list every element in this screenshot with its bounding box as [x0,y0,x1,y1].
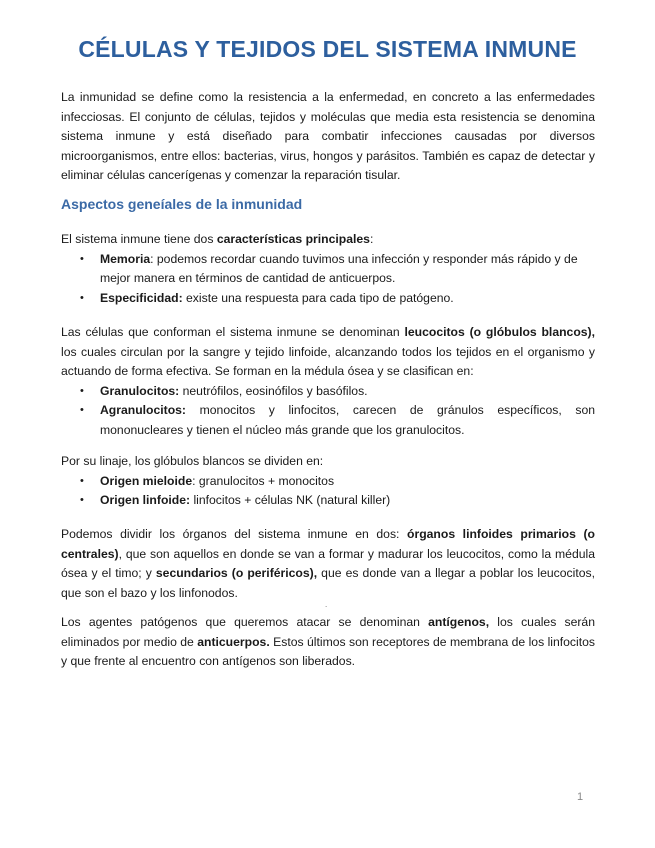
list-item-term: Especificidad: [100,290,183,305]
list-item-term: Memoria [100,251,151,266]
paragraph-text: , que son aquellos en donde se van a formar y madurar los leucocitos, como la médula ósea y el timo; y [61,546,595,580]
stray-mark: . [325,600,328,609]
list-item [61,382,595,402]
paragraph-text: que es donde van a llegar a poblar los leucocitos, que son el bazo y los linfonodos. [61,566,595,600]
list-item [61,472,595,492]
characteristics-section [61,230,595,308]
list-item-term: Agranulocitos: [100,403,186,417]
lineage-list [61,472,595,511]
bullet-icon: • [80,252,84,265]
bullet-icon: • [80,291,84,304]
bullet-icon: • [80,384,84,397]
paragraph-text: Las células que conforman el sistema inmune se denominan [61,325,405,339]
leukocytes-section [61,323,595,440]
intro-paragraph: La inmunidad se define como la resistencia a la enfermedad, en concreto a las enfermedades infecciosas. El conjunto de células, tejidos y moléculas que media esta resistencia se denomina sistema inmune y está diseñado para combatir infecciones causadas por diversos microorganismos, entre ellos: bacterias, virus, hongos y parásitos. También es capaz de detectar y eliminar células cancerígenas y comenzar la reparación tisular. [61,90,595,182]
bullet-icon: • [80,474,84,487]
leukocytes-list [61,382,595,441]
paragraph-text: los cuales serán eliminados por medio de [61,615,595,649]
paragraph-text: Los agentes patógenos que queremos atacar se denominan [61,615,429,629]
characteristics-lead [61,230,595,250]
list-item [61,289,595,309]
page-number: 1 [577,791,584,803]
paragraph-bold: leucocitos (o glóbulos blancos), [404,325,595,339]
list-item-term: Origen linfoide: [100,493,191,507]
list-item-term: Origen mieloide [100,473,193,488]
paragraph-bold: secundarios (o periféricos), [155,566,318,580]
antigens-paragraph [61,613,595,672]
paragraph-bold: antígenos, [428,615,490,629]
list-item [61,250,595,289]
paragraph-text: Podemos dividir los órganos del sistema inmune en dos: [61,527,408,541]
paragraph-text: Estos últimos son receptores de membrana de los linfocitos y que frente al encuentro con antígenos son liberados. [61,634,595,668]
leukocytes-paragraph [61,323,595,382]
lead-bold: características principales [216,232,370,246]
list-item-text: : granulocitos + monocitos [192,473,335,488]
section-heading: Aspectos geneíales de la inmunidad [61,196,303,212]
lead-text: El sistema inmune tiene dos [61,232,217,246]
paragraph-bold: órganos linfoides primarios (o centrales) [61,527,595,561]
list-item [61,401,595,440]
list-item-text: : podemos recordar cuando tuvimos una infección y responder más rápido y de mejor manera en términos de cantidad de anticuerpos. [100,251,578,285]
organs-paragraph [61,525,595,603]
document-title: CÉLULAS Y TEJIDOS DEL SISTEMA INMUNE [78,36,577,62]
lead-text-end: : [369,232,374,246]
bullet-icon: • [80,494,84,506]
paragraph-text: los cuales circulan por la sangre y tejido linfoide, alcanzando todos los tejidos en el organismo y actuando de forma efectiva. Se forman en la médula ósea y se clasifican en: [61,344,595,378]
paragraph-bold: anticuerpos. [197,634,270,649]
list-item-text: existe una respuesta para cada tipo de patógeno. [182,290,454,305]
list-item [61,491,595,511]
lineage-section [61,452,595,511]
characteristics-list [61,250,595,309]
lineage-lead: Por su linaje, los glóbulos blancos se dividen en: [61,454,324,468]
list-item-text: monocitos y linfocitos, carecen de gránulos específicos, son mononucleares y tienen el núcleo más grande que los granulocitos. [100,403,595,437]
list-item-term: Granulocitos: [100,383,180,398]
list-item-text: linfocitos + células NK (natural killer) [190,493,391,507]
list-item-text: neutrófilos, eosinófilos y basófilos. [179,383,368,398]
bullet-icon: • [80,404,84,416]
